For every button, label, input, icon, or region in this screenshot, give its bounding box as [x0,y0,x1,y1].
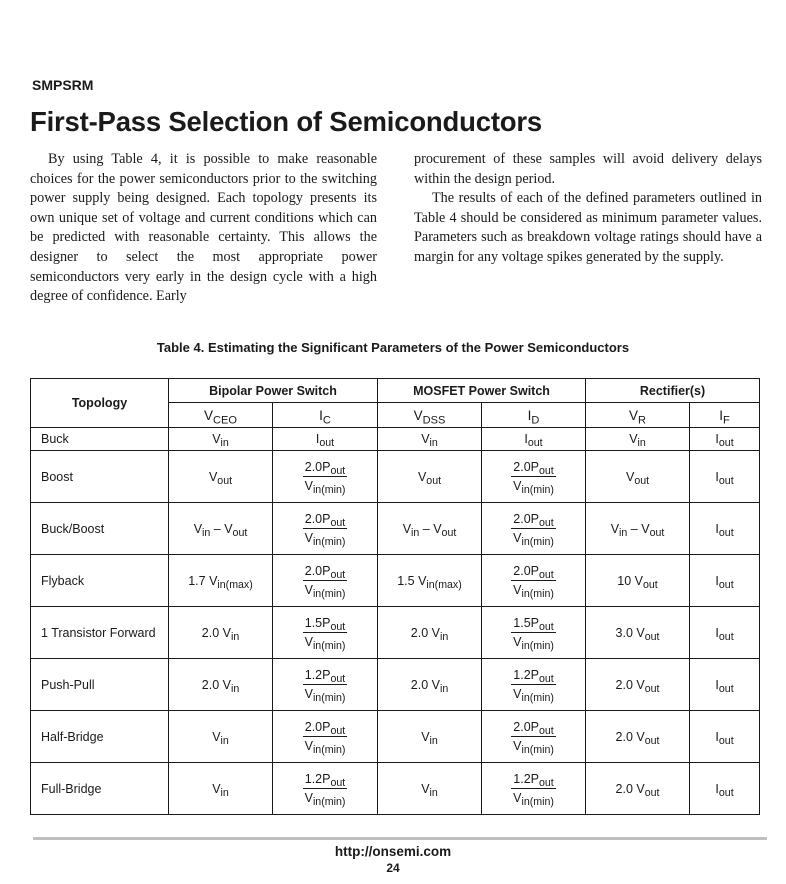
section-title: First-Pass Selection of Semiconductors [30,106,542,137]
coefficient: 1.7 [188,573,210,588]
symbol: – V [419,521,442,536]
fraction-denominator: $V_{in(min)}$ [513,531,554,549]
subscript: in [220,786,229,799]
symbol: V [636,625,645,640]
table-cell [273,659,378,711]
param-subscript: CEO [213,413,237,426]
table-cell [169,607,273,659]
param-header [690,403,760,428]
table-cell [273,607,378,659]
fraction-numerator: $2.0P_{out}$ [511,460,556,477]
subscript: out [426,474,442,487]
symbol: V [636,729,645,744]
fraction-denominator: $V_{in(min)}$ [513,583,554,601]
param-header [378,403,482,428]
table-cell [378,711,482,763]
fraction-numerator: $1.5P_{out}$ [511,616,556,633]
table-cell [482,503,586,555]
table-cell [586,659,690,711]
subscript: in(min) [312,536,346,549]
fraction-numerator: $2.0P_{out}$ [303,564,348,581]
subscript: in [230,682,240,695]
fraction-numerator: $1.5P_{out}$ [303,616,348,633]
table-cell [169,428,273,451]
subscript: out [441,526,457,539]
subscript: in(min) [521,640,554,653]
fraction [511,616,556,653]
coefficient: 1.5 [304,616,323,630]
topology-header: Topology [31,379,169,428]
subscript: in(min) [312,640,346,653]
table-row [31,659,760,711]
subscript: out [644,682,660,695]
coefficient: 1.2 [304,772,323,786]
fraction-denominator: $V_{in(min)}$ [304,687,346,705]
table-cell [273,451,378,503]
fraction-denominator: $V_{in(min)}$ [513,635,554,653]
subscript: in [429,437,438,450]
symbol: I [715,521,719,536]
table-row [31,607,760,659]
subscript: out [718,526,734,539]
fraction [511,772,556,809]
fraction-denominator: $V_{in(min)}$ [513,791,554,809]
table-row [31,763,760,815]
table-cell [690,555,760,607]
symbol: V [222,625,231,640]
subscript: in [439,630,449,643]
subscript: out [527,437,543,450]
fraction-denominator: $V_{in(min)}$ [513,739,554,757]
subscript: in [439,682,449,695]
table-cell [586,555,690,607]
fraction-denominator: $V_{in(min)}$ [304,635,346,653]
table-row [31,451,760,503]
coefficient: 2.0 [513,460,531,474]
subscript: out [330,569,346,582]
subscript: out [644,734,660,747]
table-cell [586,711,690,763]
symbol: I [715,781,719,796]
symbol: V [431,677,440,692]
subscript: in(min) [521,588,554,601]
table-row [31,711,760,763]
coefficient: 10 [617,573,635,588]
table-cell [690,763,760,815]
table-cell [690,451,760,503]
fraction-denominator: $V_{in(min)}$ [304,739,346,757]
symbol: I [715,677,719,692]
fraction [511,564,556,601]
subscript: in(min) [312,588,346,601]
topology-name: Push-Pull [31,659,169,711]
subscript: out [539,725,554,738]
symbol: V [208,469,218,484]
param-header [273,403,378,428]
body-paragraph: By using Table 4, it is possible to make reasonable choices for the power semiconductors prior to the switching power supply being designed. Each topology presents its own unique set of voltage and current conditions which can be predicted with reasonable certainty. This allows the designer to select the most appropriate power semiconductors very early in the design cycle with a high degree of confidence. Early [30,151,377,305]
coefficient: 2.0 [304,720,323,734]
parameters-table [30,378,760,815]
subscript: in [220,437,229,450]
param-symbol: I [719,407,724,423]
fraction-denominator: $V_{in(min)}$ [304,583,346,601]
symbol: V [610,521,620,536]
subscript: out [330,465,346,478]
fraction [303,668,348,705]
param-subscript: D [531,413,540,426]
subscript: in [202,526,211,539]
fraction-numerator: $2.0P_{out}$ [303,720,348,737]
subscript: out [718,786,734,799]
subscript: in(max) [426,578,462,591]
table-cell [586,428,690,451]
fraction-numerator: $1.2P_{out}$ [511,772,556,789]
symbol: I [715,469,719,484]
fraction-denominator: $V_{in(min)}$ [304,479,346,497]
table-cell [378,555,482,607]
table-cell [482,428,586,451]
table-cell [482,659,586,711]
fraction-numerator: $2.0P_{out}$ [511,512,556,529]
table-cell [482,607,586,659]
param-symbol: I [527,407,532,423]
coefficient: 1.2 [513,772,531,786]
body-column-right [414,150,762,268]
table-cell [273,503,378,555]
param-header [482,403,586,428]
subscript: in(min) [312,744,346,757]
table-cell [169,555,273,607]
subscript: out [539,517,554,530]
body-paragraph: procurement of these samples will avoid delivery delays within the design period. [414,151,762,187]
param-symbol: V [204,407,214,423]
table-cell [273,428,378,451]
table-cell [482,711,586,763]
symbol: V [634,573,643,588]
group-header-mosfet: MOSFET Power Switch [378,379,586,403]
symbol: V [636,677,645,692]
coefficient: 2.0 [304,512,323,526]
symbol: I [715,573,719,588]
subscript: out [330,621,346,634]
coefficient: 1.2 [304,668,323,682]
param-header [586,403,690,428]
topology-name: Flyback [31,555,169,607]
fraction-denominator: $V_{in(min)}$ [513,687,554,705]
fraction-numerator: $2.0P_{out}$ [303,512,348,529]
coefficient: 2.0 [513,512,531,526]
table-cell [586,607,690,659]
table-cell [378,607,482,659]
coefficient: 3.0 [615,625,637,640]
subscript: out [718,682,734,695]
subscript: in(min) [312,692,346,705]
table-cell [378,659,482,711]
symbol: V [212,781,221,796]
topology-name: Boost [31,451,169,503]
table-cell [273,555,378,607]
coefficient: 2.0 [410,677,432,692]
subscript: in(min) [312,484,346,497]
table-cell [482,763,586,815]
topology-name: Half-Bridge [31,711,169,763]
table-cell [169,711,273,763]
table-cell [586,451,690,503]
symbol: V [212,432,221,446]
body-column-left [30,150,377,307]
coefficient: 1.2 [513,668,531,682]
topology-name: Full-Bridge [31,763,169,815]
coefficient: 2.0 [201,677,223,692]
table-cell [586,763,690,815]
fraction-denominator: $V_{in(min)}$ [304,791,346,809]
subscript: out [634,474,650,487]
subscript: in [230,630,240,643]
topology-name: 1 Transistor Forward [31,607,169,659]
fraction-numerator: $1.2P_{out}$ [303,668,348,685]
param-symbol: V [413,407,423,423]
subscript: out [330,517,346,530]
symbol: V [625,469,635,484]
subscript: out [649,526,665,539]
fraction-numerator: $2.0P_{out}$ [511,720,556,737]
table-cell [482,555,586,607]
param-symbol: V [629,407,639,423]
table-cell [169,503,273,555]
param-subscript: F [723,413,730,426]
page-number: 24 [386,861,400,875]
subscript: out [643,578,658,591]
table-row [31,555,760,607]
symbol: V [209,573,218,588]
table-cell [378,763,482,815]
symbol: V [193,521,203,536]
topology-name: Buck [31,428,169,451]
fraction-numerator: $2.0P_{out}$ [511,564,556,581]
symbol: V [417,469,427,484]
symbol: V [402,521,412,536]
table-cell [273,763,378,815]
subscript: in(max) [217,578,253,591]
symbol: – V [210,521,233,536]
subscript: out [718,578,734,591]
fraction-numerator: $2.0P_{out}$ [303,460,348,477]
table-cell [378,451,482,503]
fraction [511,668,556,705]
symbol: V [636,781,645,796]
symbol: I [715,729,719,744]
symbol: V [212,729,221,744]
coefficient: 2.0 [410,625,432,640]
topology-name: Buck/Boost [31,503,169,555]
group-header-rectifier: Rectifier(s) [586,379,760,403]
param-subscript: C [322,413,331,426]
fraction [303,460,348,497]
coefficient: 1.5 [397,573,419,588]
fraction [303,772,348,809]
table-cell [690,428,760,451]
table-cell [690,503,760,555]
param-subscript: R [638,413,647,426]
subscript: in(min) [521,744,554,757]
fraction [303,512,348,549]
footer-divider [33,837,767,840]
coefficient: 2.0 [513,720,531,734]
subscript: in(min) [521,692,554,705]
table-row [31,428,760,451]
table-cell [169,763,273,815]
fraction [303,616,348,653]
subscript: in [220,734,229,747]
subscript: in [429,786,438,799]
fraction-numerator: $1.2P_{out}$ [511,668,556,685]
group-header-bipolar: Bipolar Power Switch [169,379,378,403]
symbol: I [715,432,719,446]
table-cell [690,659,760,711]
symbol: V [421,432,430,446]
fraction [511,460,556,497]
table-cell [273,711,378,763]
body-paragraph: The results of each of the defined parameters outlined in Table 4 should be considered as minimum parameter values. Parameters such as breakdown voltage ratings should have a margin for any voltage spikes generated by the supply. [414,190,762,265]
coefficient: 1.5 [513,616,531,630]
subscript: in [429,734,438,747]
coefficient: 2.0 [304,460,323,474]
symbol: I [524,432,528,446]
subscript: out [539,465,554,478]
symbol: – V [627,521,650,536]
param-symbol: I [319,407,323,423]
symbol: I [315,432,320,446]
subscript: out [330,725,346,738]
fraction [303,564,348,601]
subscript: out [539,569,554,582]
subscript: out [644,786,660,799]
coefficient: 2.0 [615,677,637,692]
subscript: out [644,630,660,643]
subscript: out [718,630,734,643]
subscript: in [637,437,646,450]
symbol: V [421,781,430,796]
subscript: out [539,777,554,790]
fraction [303,720,348,757]
symbol: V [431,625,440,640]
table-cell [169,659,273,711]
footer-url: http://onsemi.com [334,844,452,859]
table-cell [482,451,586,503]
subscript: out [539,621,554,634]
param-subscript: DSS [422,413,446,426]
fraction-denominator: $V_{in(min)}$ [304,531,346,549]
symbol: V [629,432,638,446]
subscript: in(min) [521,484,554,497]
subscript: out [718,437,734,450]
coefficient: 2.0 [615,781,637,796]
subscript: in(min) [521,536,554,549]
subscript: in [411,526,420,539]
table-cell [690,607,760,659]
subscript: out [330,777,346,790]
table-cell [378,428,482,451]
coefficient: 2.0 [615,729,637,744]
coefficient: 2.0 [304,564,323,578]
coefficient: 2.0 [201,625,223,640]
subscript: out [718,474,734,487]
subscript: out [539,673,554,686]
table-cell [690,711,760,763]
subscript: out [217,474,233,487]
subscript: in(min) [312,796,346,809]
table-cell [586,503,690,555]
subscript: out [718,734,734,747]
symbol: I [715,625,719,640]
subscript: out [232,526,248,539]
subscript: in(min) [521,796,554,809]
table-row [31,503,760,555]
fraction [511,720,556,757]
table-caption: Table 4. Estimating the Significant Parameters of the Power Semiconductors [156,340,630,355]
coefficient: 2.0 [513,564,531,578]
subscript: in [619,526,628,539]
symbol: V [222,677,231,692]
fraction-denominator: $V_{in(min)}$ [513,479,554,497]
subscript: out [319,437,335,450]
param-header [169,403,273,428]
document-label: SMPSRM [32,77,94,93]
symbol: V [421,729,430,744]
subscript: out [330,673,346,686]
fraction-numerator: $1.2P_{out}$ [303,772,348,789]
table-cell [169,451,273,503]
fraction [511,512,556,549]
table-cell [378,503,482,555]
symbol: V [418,573,427,588]
